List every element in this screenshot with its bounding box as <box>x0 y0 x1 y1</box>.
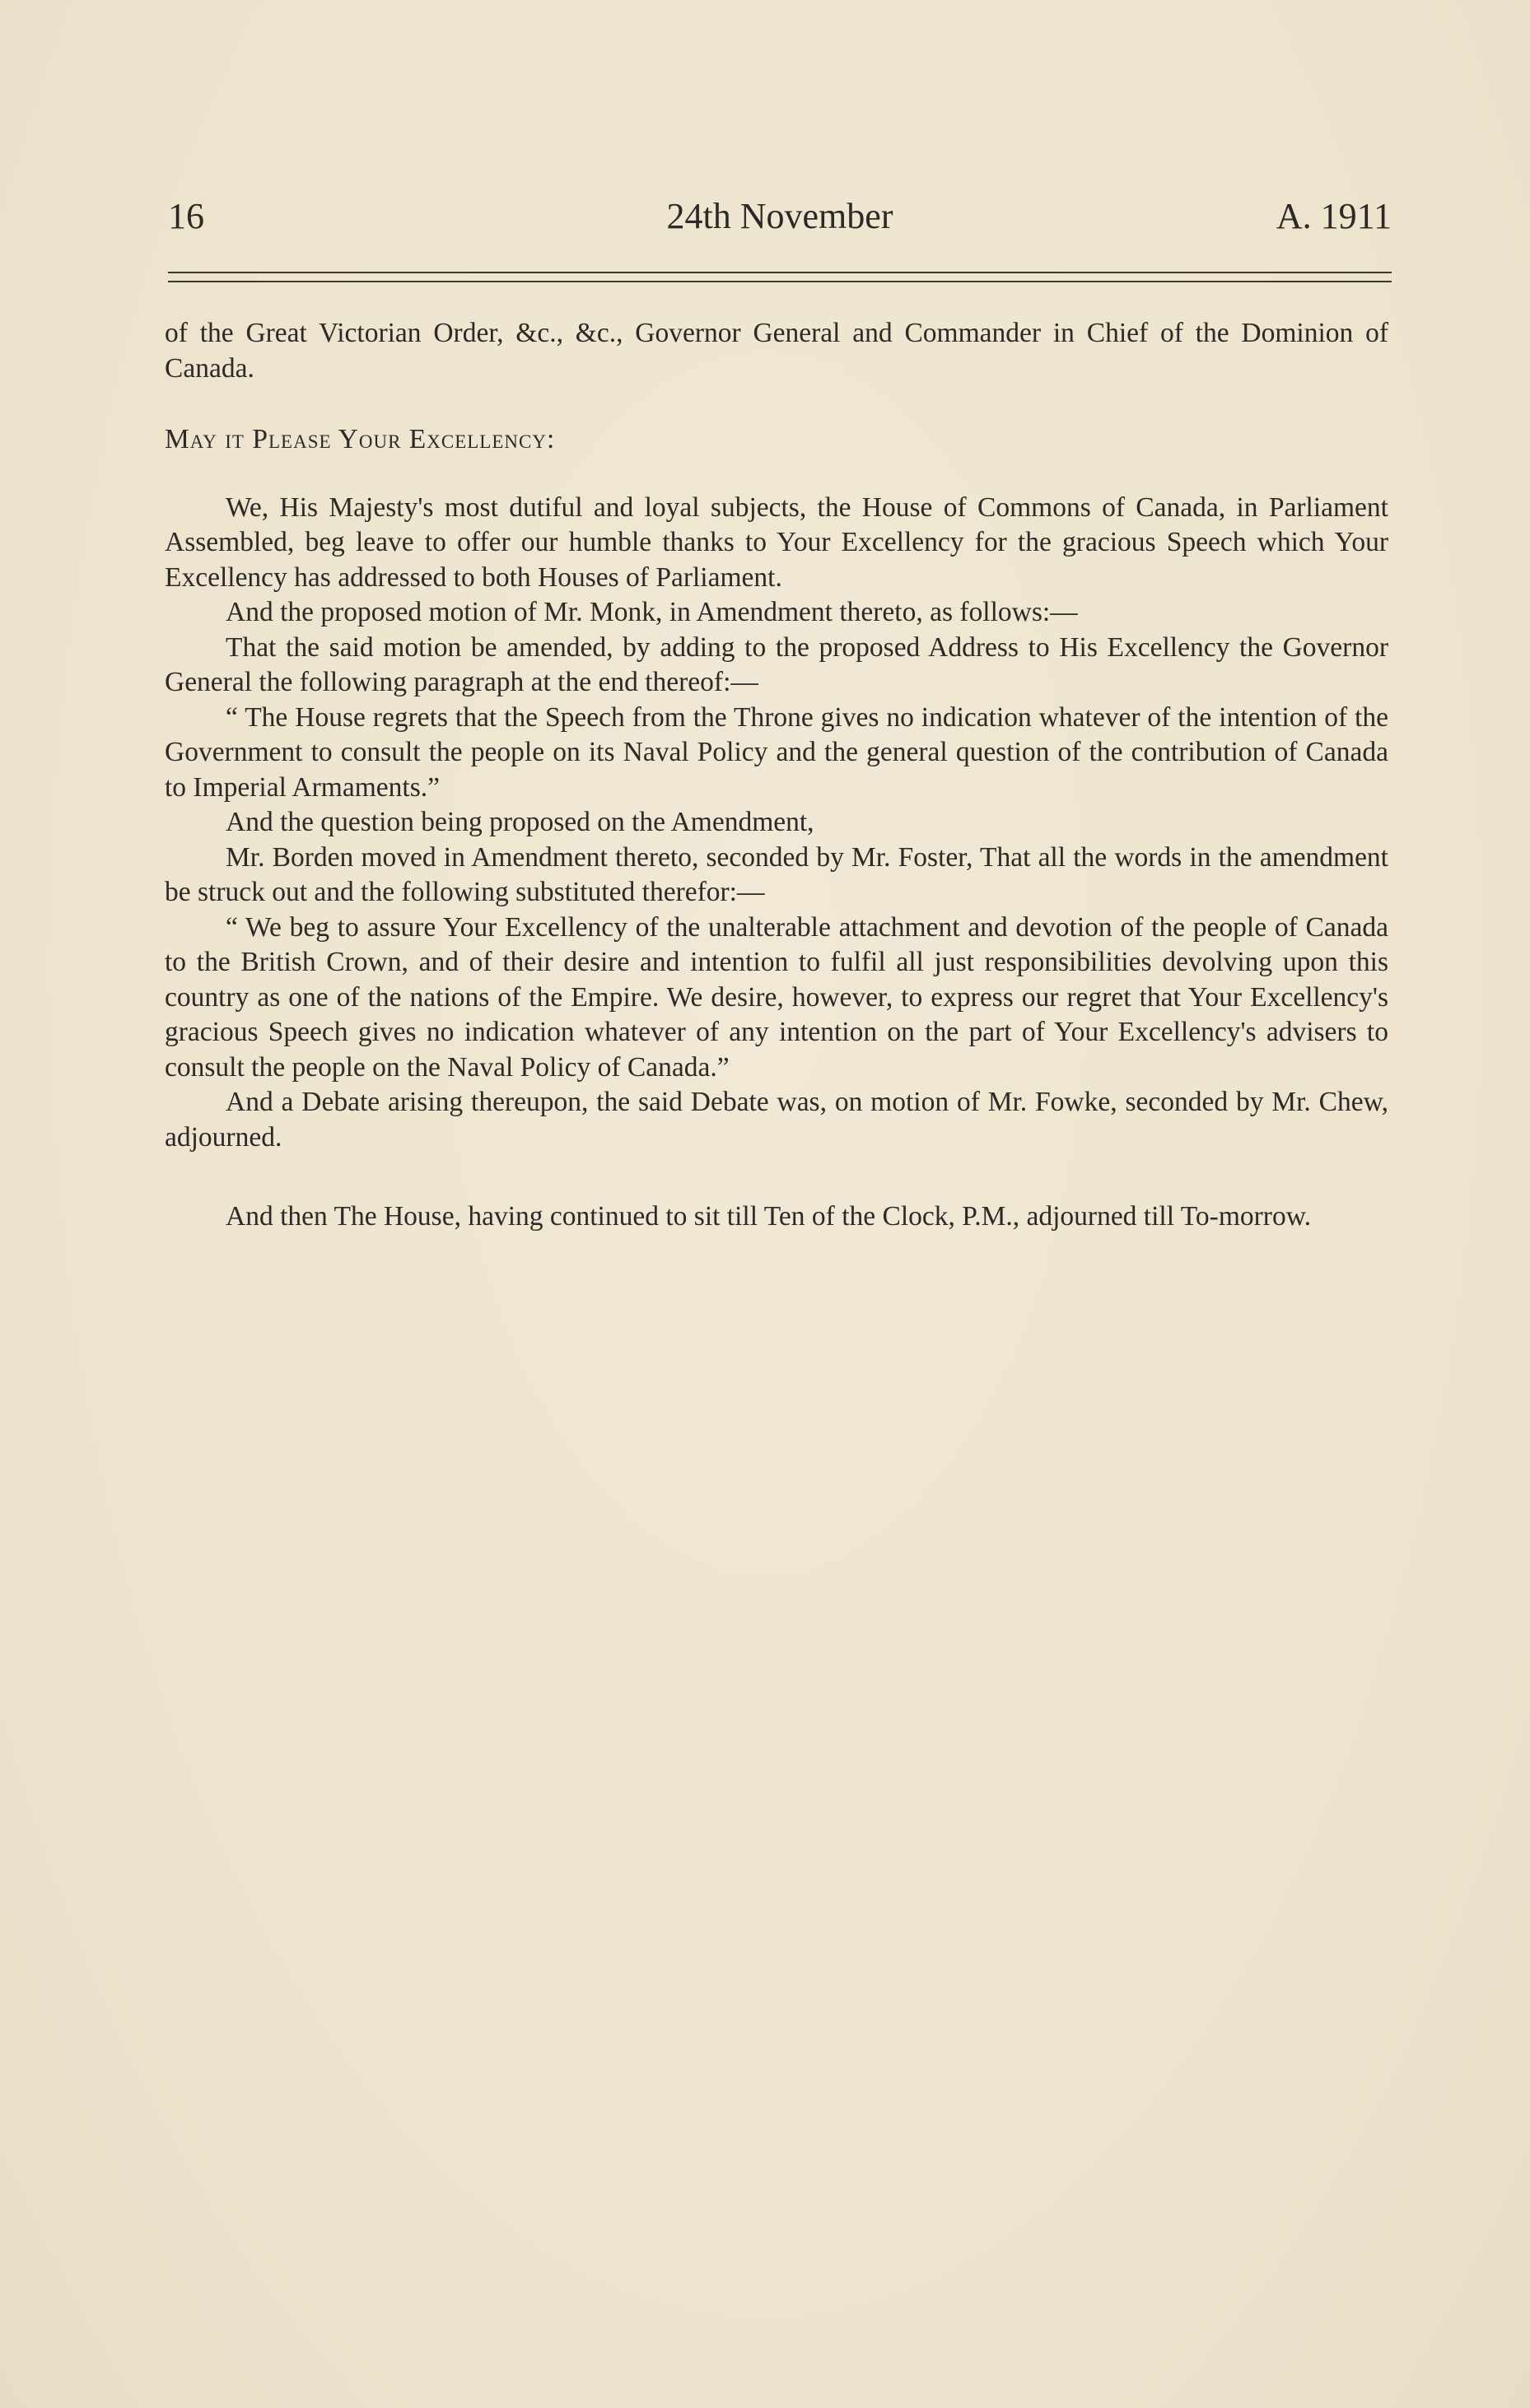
address-paragraph: We, His Majesty's most dutiful and loyal subjects, the House of Commons of Canada, in Parliament Assembled, beg leave to offer our humble thanks to Your Excellency for the gracious Speech which Your Excellency has addressed to both Houses of Parliament. <box>165 491 1388 593</box>
header-date: 24th November <box>666 196 893 236</box>
page-header <box>168 188 1392 245</box>
header-rule-bottom <box>168 281 1392 282</box>
header-rule-top <box>168 272 1392 273</box>
question-proposed-paragraph: And the question being proposed on the Amendment, <box>226 807 814 837</box>
spacer <box>165 386 1388 422</box>
closing-paragraph: And then The House, having continued to sit till Ten of the Clock, P.M., adjourned till To-morrow. <box>226 1201 1312 1232</box>
amendment-paragraph: That the said motion be amended, by adding to the proposed Address to His Excellency the Governor General the following paragraph at the end thereof:— <box>165 631 1388 697</box>
continuation-paragraph: of the Great Victorian Order, &c., &c., Governor General and Commander in Chief of the Dominion of Canada. <box>165 318 1388 384</box>
page-number: 16 <box>168 196 204 236</box>
monk-motion-paragraph: And the proposed motion of Mr. Monk, in Amendment thereto, as follows:— <box>226 597 1078 627</box>
borden-motion-paragraph: Mr. Borden moved in Amendment thereto, seconded by Mr. Foster, That all the words in the amendment be struck out and the following substituted therefor:— <box>165 841 1388 907</box>
spacer <box>165 1155 1388 1199</box>
amendment-quote-paragraph: “ The House regrets that the Speech from the Throne gives no indication whatever of the intention of the Government to consult the people on its Naval Policy and the general question of the contribution of Canada to Imperial Armaments.” <box>165 701 1388 803</box>
salutation: May it Please Your Excellency: <box>165 424 556 454</box>
debate-adjourned-paragraph: And a Debate arising thereupon, the said Debate was, on motion of Mr. Fowke, seconded by Mr. Chew, adjourned. <box>165 1087 1388 1153</box>
spacer <box>165 458 1388 491</box>
header-year: A. 1911 <box>1276 196 1392 236</box>
journal-body <box>165 316 1388 1235</box>
borden-quote-paragraph: “ We beg to assure Your Excellency of the unalterable attachment and devotion of the people of Canada to the British Crown, and of their desire and intention to fulfil all just responsibilities devolving upon this country as one of the nations of the Empire. We desire, however, to express our regret that Your Excellency's gracious Speech gives no indication whatever of any intention on the part of Your Excellency's advisers to consult the people on the Naval Policy of Canada.” <box>165 911 1388 1083</box>
